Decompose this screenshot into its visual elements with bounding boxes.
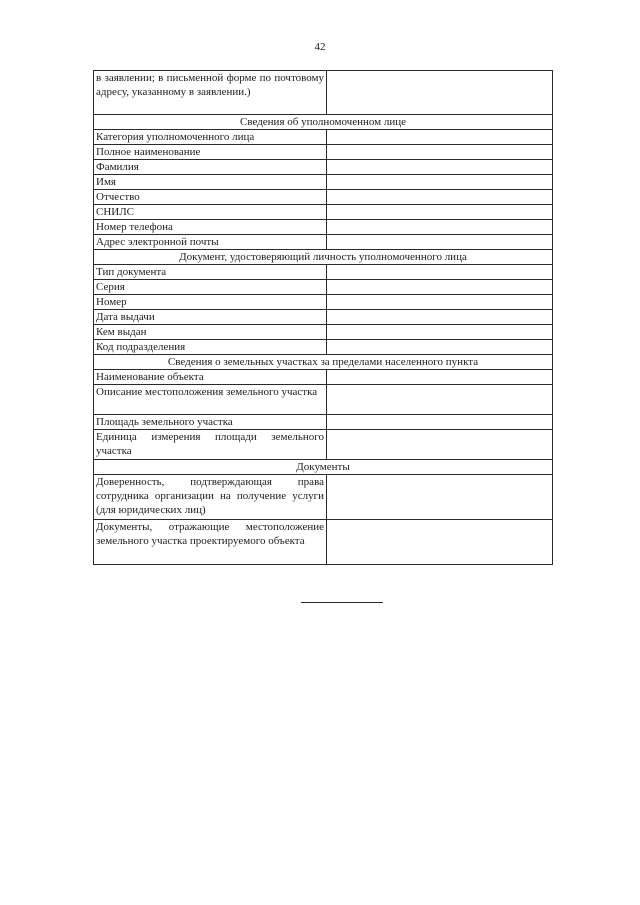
first-name-label: Имя (94, 175, 327, 190)
table-row (94, 205, 553, 220)
location-documents-label: Документы, отражающие местоположение земельного участка проектируемого объекта (94, 520, 327, 565)
table-row (94, 71, 553, 115)
table-row (94, 265, 553, 280)
table-row (94, 475, 553, 520)
email-value[interactable] (327, 235, 553, 250)
document-type-label: Тип документа (94, 265, 327, 280)
closing-separator-line (301, 602, 383, 603)
table-row (94, 175, 553, 190)
surname-value[interactable] (327, 160, 553, 175)
table-row (94, 325, 553, 340)
location-documents-value[interactable] (327, 520, 553, 565)
series-value[interactable] (327, 280, 553, 295)
table-row (94, 145, 553, 160)
snils-label: СНИЛС (94, 205, 327, 220)
table-row (94, 310, 553, 325)
table-row (94, 295, 553, 310)
land-location-value[interactable] (327, 385, 553, 415)
table-row (94, 385, 553, 415)
land-section-title: Сведения о земельных участках за пределами населенного пункта (94, 355, 553, 370)
section-header-row (94, 460, 553, 475)
page-number: 42 (314, 41, 326, 53)
object-name-label: Наименование объекта (94, 370, 327, 385)
document-type-value[interactable] (327, 265, 553, 280)
issued-by-label: Кем выдан (94, 325, 327, 340)
table-row (94, 340, 553, 355)
section-header-row (94, 250, 553, 265)
power-of-attorney-value[interactable] (327, 475, 553, 520)
full-name-label: Полное наименование (94, 145, 327, 160)
patronymic-value[interactable] (327, 190, 553, 205)
continued-row-value[interactable] (327, 71, 553, 115)
identity-section-title: Документ, удостоверяющий личность уполномоченного лица (94, 250, 553, 265)
snils-value[interactable] (327, 205, 553, 220)
table-row (94, 130, 553, 145)
section-header-row (94, 355, 553, 370)
continued-row-label: в заявлении; в письменной форме по почтовому адресу, указанному в заявлении.) (94, 71, 327, 115)
power-of-attorney-label: Доверенность, подтверждающая права сотрудника организации на получение услуги (для юридических лиц) (94, 475, 327, 520)
surname-label: Фамилия (94, 160, 327, 175)
documents-section-title: Документы (94, 460, 553, 475)
division-code-label: Код подразделения (94, 340, 327, 355)
table-row (94, 430, 553, 460)
number-label: Номер (94, 295, 327, 310)
authorized-category-label: Категория уполномоченного лица (94, 130, 327, 145)
land-area-value[interactable] (327, 415, 553, 430)
series-label: Серия (94, 280, 327, 295)
phone-value[interactable] (327, 220, 553, 235)
land-area-label: Площадь земельного участка (94, 415, 327, 430)
table-row (94, 415, 553, 430)
land-location-label: Описание местоположения земельного участка (94, 385, 327, 415)
phone-label: Номер телефона (94, 220, 327, 235)
authorized-category-value[interactable] (327, 130, 553, 145)
table-row (94, 280, 553, 295)
object-name-value[interactable] (327, 370, 553, 385)
table-row (94, 235, 553, 250)
issued-by-value[interactable] (327, 325, 553, 340)
table-row (94, 190, 553, 205)
first-name-value[interactable] (327, 175, 553, 190)
email-label: Адрес электронной почты (94, 235, 327, 250)
section-header-row (94, 115, 553, 130)
table-row (94, 520, 553, 565)
table-row (94, 160, 553, 175)
number-value[interactable] (327, 295, 553, 310)
division-code-value[interactable] (327, 340, 553, 355)
issue-date-label: Дата выдачи (94, 310, 327, 325)
application-form-table (93, 70, 553, 565)
area-unit-value[interactable] (327, 430, 553, 460)
table-row (94, 220, 553, 235)
full-name-value[interactable] (327, 145, 553, 160)
table-row (94, 370, 553, 385)
patronymic-label: Отчество (94, 190, 327, 205)
issue-date-value[interactable] (327, 310, 553, 325)
authorized-section-title: Сведения об уполномоченном лице (94, 115, 553, 130)
area-unit-label: Единица измерения площади земельного участка (94, 430, 327, 460)
